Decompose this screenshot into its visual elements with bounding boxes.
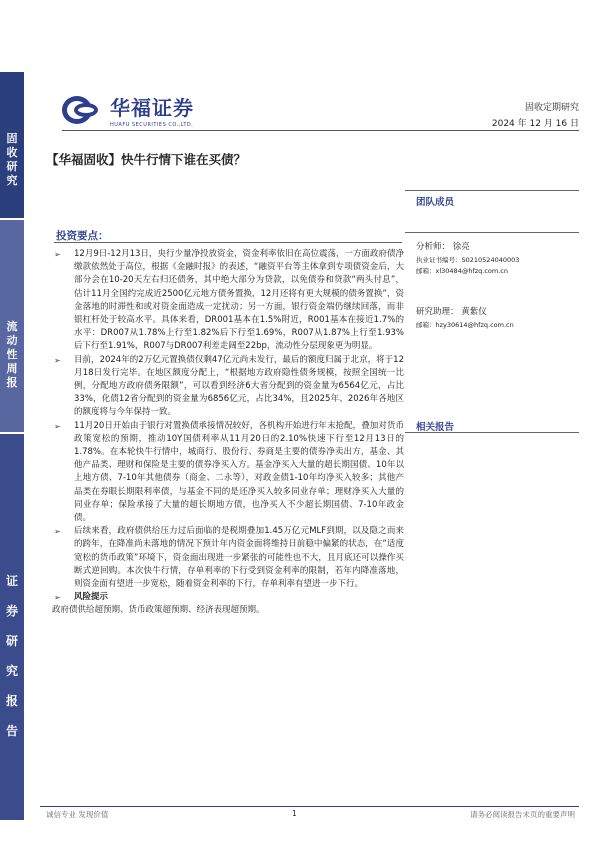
key-point-paragraph <box>52 420 404 526</box>
paragraph-text: 后续来看，政府债供给压力过后面临的是税期叠加1.45万亿元MLF到期，以及隐之而来的跨年，在降准尚未落地的情况下预计年内资金面将维持日前稳中偏紧的状态，在“适度宽松的货币政策”环境下，资金面出现进一步紧张的可能性也不大，且月底还可以操作买断式逆回购。本次快牛行情，存单利率的下行受到资金利率的限制，若年内降准落地，则资金面有望进一步宽松，随着资金利率的下行，存单利率有望进一步下行。 <box>74 526 404 590</box>
bullet-arrow-icon: ➢ <box>54 355 61 365</box>
sidebar-char: 告 <box>5 724 18 738</box>
sidebar-char: 收 <box>6 146 18 159</box>
sidebar-char: 流 <box>6 320 18 333</box>
risk-heading: 风险提示 <box>74 592 109 603</box>
report-meta <box>492 100 579 132</box>
brand-name-cn: 华福证券 <box>110 96 194 120</box>
bullet-arrow-icon: ➢ <box>54 593 61 603</box>
analyst-cert: 执业证书编号：S0210524040003 <box>416 256 520 264</box>
key-points-heading: 投资要点： <box>56 230 109 242</box>
paragraph-text: 12月9日-12月13日，央行少量净投放资金，资金利率依旧在高位震荡，一方面政府债净缴款依然处于高位，根据《金融时报》的表述，“融资平台等主体拿到专项债资金后，大部分会在10-20天左右归还债务，其中绝大部分为贷款，以免债券和贷款“两头付息”，估计11月全国约完成近2500亿元地方债务置换，12月还将有更大规模的债务置换”，资金落地的时滞性和或对资金面造成一定扰动；另一方面，银行资金端仍继续回落，而非银杠杆处于较高水平。具体来看，DR001基本在1.5%附近，R001基本在接近1.7%的水平：DR007从1.78%上行至1.82%后下行至1.69%，R007从1.87%上行至1.93%后下行至1.91%，R007与DR007利差走阔至22bp，流动性分层现象更为明显。 <box>74 249 404 352</box>
header-divider <box>62 130 579 131</box>
sidebar-section-liquidity-weekly <box>0 220 24 432</box>
team-divider-top <box>405 190 579 191</box>
key-points-divider <box>54 242 402 243</box>
bullet-arrow-icon: ➢ <box>54 421 61 431</box>
key-point-paragraph <box>52 525 404 591</box>
brand-logo <box>62 92 194 128</box>
key-point-paragraph <box>52 248 404 354</box>
bullet-arrow-icon: ➢ <box>54 527 61 537</box>
sidebar-char: 报 <box>5 694 18 708</box>
sidebar-section-research-report <box>0 434 24 820</box>
risk-text: 政府债供给超预期、货币政策超预期、经济表现超预期。 <box>52 605 265 616</box>
report-type: 固收定期研究 <box>524 103 579 113</box>
related-divider <box>405 432 579 433</box>
huafu-logo-icon <box>62 94 106 126</box>
sidebar-char: 性 <box>6 348 18 361</box>
paragraph-text: 11月20日开始由于银行对置换债承接情况较好，各机构开始进行年末抢配，叠加对货币政策宽松的预期，推动10Y国债利率从11月20日的2.10%快速下行至12月13日的1.78%。在本轮快牛行情中，城商行、股份行、券商是主要的债券净卖出方，基金、其他产品类、理财和保险是主要的债券净买入方。基金净买入大量的超长期国债、10年以上地方债、7-10年其他债券（商金、二永等），对政金债1-10年均净买入较多；其他产品类在券眼长期限利率债，与基金不同的是还净买入较多同业存单；理财净买入大量的同业存单；保险承接了大量的超长期地方债，也净买入不少超长期国债、7-10年政金债。 <box>74 420 404 524</box>
sidebar-char: 研 <box>5 634 18 648</box>
team-divider-bottom <box>405 232 579 233</box>
key-point-paragraph <box>52 354 404 420</box>
key-points-body <box>52 248 404 618</box>
sidebar-char: 周 <box>6 362 18 375</box>
sidebar-char: 研 <box>6 160 18 173</box>
report-title: 【华福固收】快牛行情下谁在买债？ <box>46 152 247 167</box>
paragraph-text: 目前，2024年的2万亿元置换债仅剩47亿元尚未发行，最后的额度归属于北京，将于12月18日发行完毕。在地区额度分配上，“根据地方政府隐性债务规模，按照全国统一比例，分配地方政府债务限额”，可以看到经济6大省分配到的资金量为6564亿元，占比33%，化债12省分配到的资金量为6856亿元，占比34%，且2025年、2026年各地区的额度将与今年保持一致。 <box>74 354 404 418</box>
analyst-email: 邮箱：xl30484@hfzq.com.cn <box>416 267 508 275</box>
analyst-name: 分析师： 徐亮 <box>416 242 470 252</box>
assistant-name: 研究助理： 黄紫仪 <box>416 307 487 317</box>
risk-heading-row <box>52 591 404 604</box>
team-heading: 团队成员 <box>416 197 455 208</box>
footer-disclaimer: 请务必阅读报告末页的重要声明 <box>470 810 575 819</box>
sidebar-char: 证 <box>5 574 18 588</box>
sidebar-char: 券 <box>5 604 18 618</box>
related-reports-heading: 相关报告 <box>416 422 455 433</box>
brand-name-en: HUAFU SECURITIES CO.,LTD. <box>110 122 194 128</box>
footer-divider <box>40 806 579 807</box>
sidebar-char: 动 <box>6 334 18 347</box>
page-number: 1 <box>292 809 297 818</box>
footer-slogan: 诚信专业 发现价值 <box>46 810 109 819</box>
sidebar-char: 究 <box>5 664 18 678</box>
sidebar-char: 报 <box>6 376 18 389</box>
report-date: 2024 年 12 月 16 日 <box>491 119 579 129</box>
sidebar-char: 究 <box>6 174 18 187</box>
sidebar-section-fixed-income <box>0 72 24 218</box>
bullet-arrow-icon: ➢ <box>54 250 61 259</box>
sidebar-char: 固 <box>6 132 18 145</box>
assistant-email: 邮箱：hzy30614@hfzq.com.cn <box>416 321 514 329</box>
